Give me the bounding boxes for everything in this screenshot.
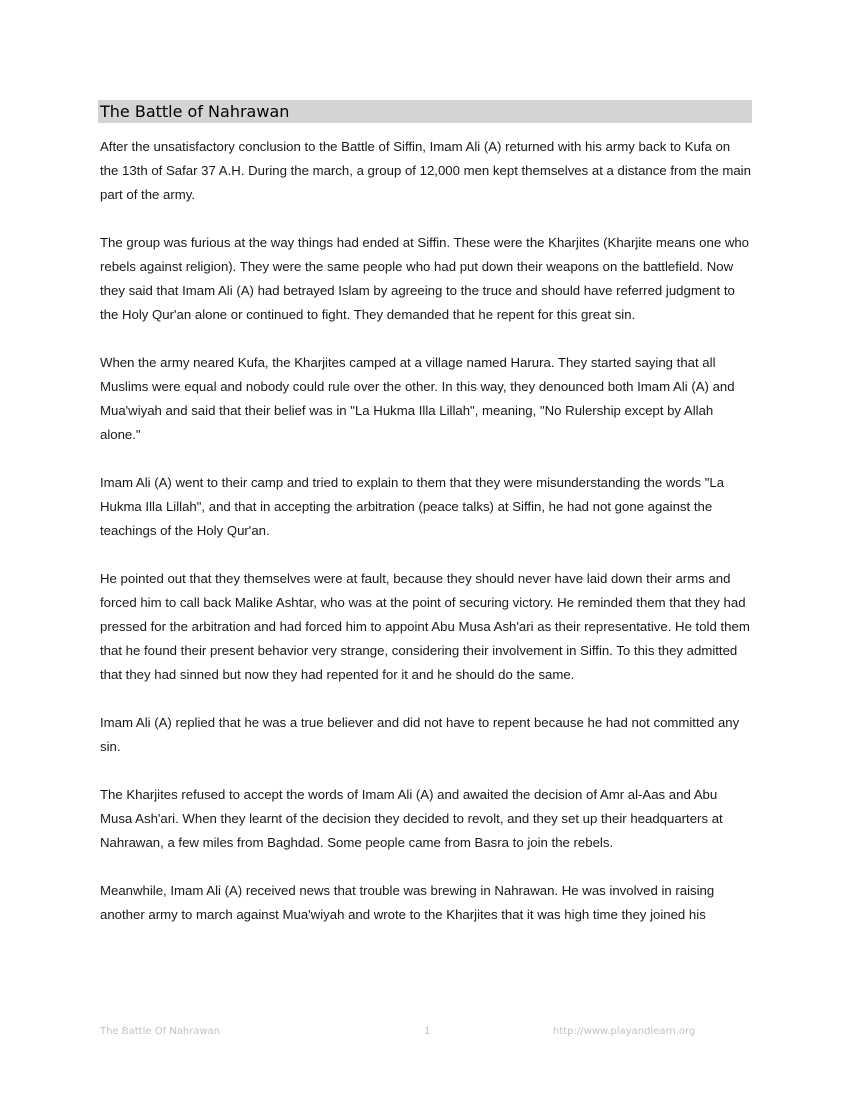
footer-url: http://www.playandlearn.org bbox=[553, 1026, 696, 1037]
footer-title: The Battle Of Nahrawan bbox=[100, 1026, 221, 1037]
paragraph: Meanwhile, Imam Ali (A) received news that trouble was brewing in Nahrawan. He was involved in raising another army to march against Mua'wiyah and wrote to the Kharjites that it was high time they joined his bbox=[100, 883, 715, 922]
paragraph: He pointed out that they themselves were at fault, because they should never have laid down their arms and forced him to call back Malike Ashtar, who was at the point of securing victory. He reminded them that they had pressed for the arbitration and had forced him to appoint Abu Musa Ash'ari as their representative. He told them that he found their present behavior very strange, considering their involvement in Siffin. To this they admitted that they had sinned but now they had repented for it and he should do the same. bbox=[100, 571, 750, 682]
paragraph: After the unsatisfactory conclusion to the Battle of Siffin, Imam Ali (A) returned with his army back to Kufa on the 13th of Safar 37 A.H. During the march, a group of 12,000 men kept themselves at a distance from the main part of the army. bbox=[100, 139, 751, 202]
paragraph: Imam Ali (A) went to their camp and tried to explain to them that they were misunderstanding the words "La Hukma Illa Lillah", and that in accepting the arbitration (peace talks) at Siffin, he had not gone against the teachings of the Holy Qur'an. bbox=[100, 475, 725, 538]
paragraph: Imam Ali (A) replied that he was a true believer and did not have to repent because he had not committed any sin. bbox=[100, 715, 740, 754]
paragraph: The group was furious at the way things had ended at Siffin. These were the Kharjites (Kharjite means one who rebels against religion). They were the same people who had put down their weapons on the battlefield. Now they said that Imam Ali (A) had betrayed Islam by agreeing to the truce and should have referred judgment to the Holy Qur'an alone or continued to fight. They demanded that he repent for this great sin. bbox=[100, 235, 750, 322]
paragraph: The Kharjites refused to accept the words of Imam Ali (A) and awaited the decision of Amr al-Aas and Abu Musa Ash'ari. When they learnt of the decision they decided to revolt, and they set up their headquarters at Nahrawan, a few miles from Baghdad. Some people came from Basra to join the rebels. bbox=[100, 787, 723, 850]
document-body bbox=[100, 135, 752, 927]
page-title: The Battle of Nahrawan bbox=[100, 102, 290, 121]
page-number: 1 bbox=[424, 1026, 431, 1037]
title-bar bbox=[98, 100, 752, 123]
page-footer bbox=[0, 1026, 850, 1042]
paragraph: When the army neared Kufa, the Kharjites camped at a village named Harura. They started saying that all Muslims were equal and nobody could rule over the other. In this way, they denounced both Imam Ali (A) and Mua'wiyah and said that their belief was in "La Hukma Illa Lillah", meaning, "No Rulership except by Allah alone." bbox=[100, 355, 735, 442]
